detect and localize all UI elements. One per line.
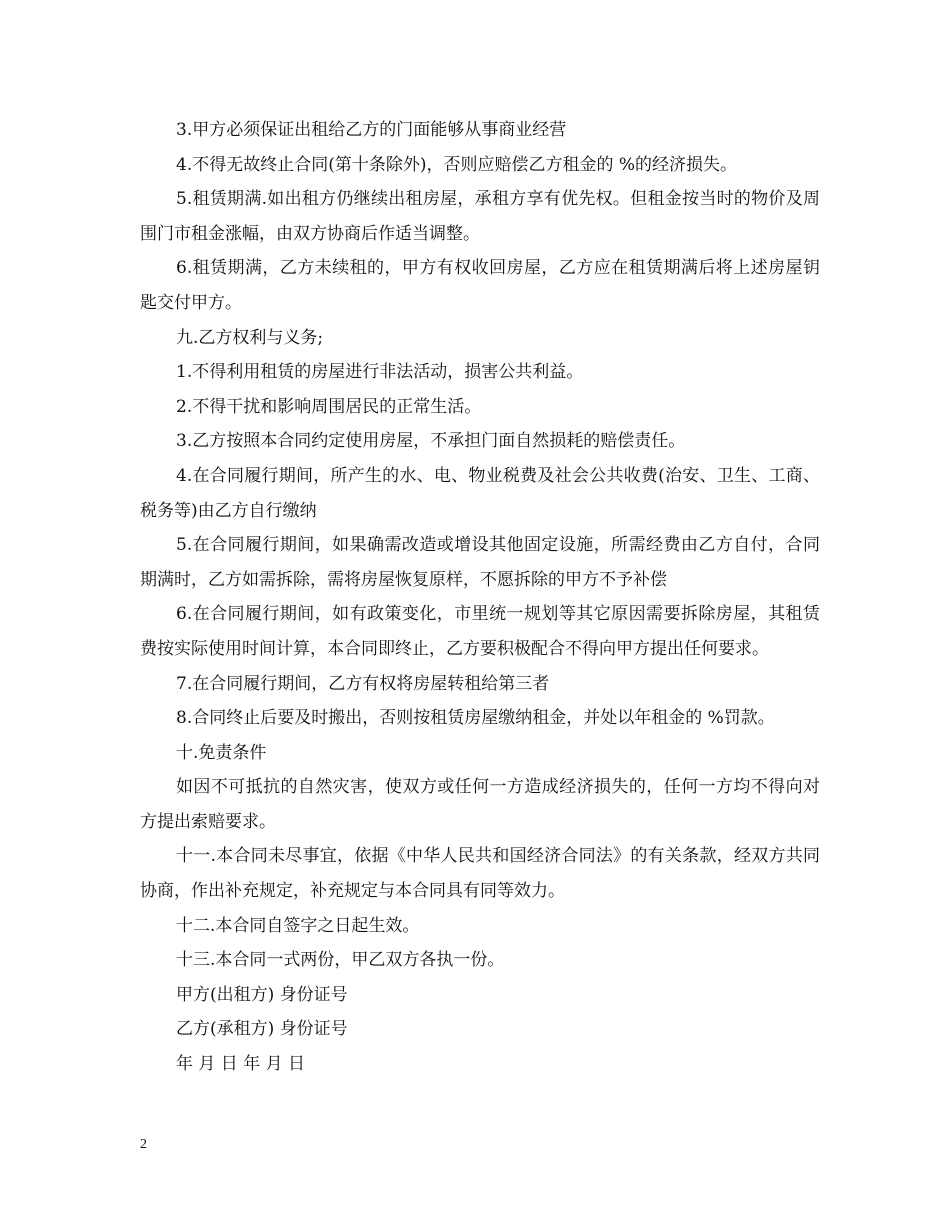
paragraph-14: 十一.本合同未尽事宜，依据《中华人民共和国经济合同法》的有关条款，经双方共同协商，作出补充规定，补充规定与本合同具有同等效力。 (140, 846, 820, 902)
section-heading-10: 十.免责条件 (176, 742, 267, 763)
paragraph-16: 十三.本合同一式两份，甲乙双方各执一份。 (176, 950, 505, 971)
paragraph-15: 十二.本合同自签字之日起生效。 (176, 915, 420, 936)
paragraph-6: 2.不得干扰和影响周围居民的正常生活。 (176, 396, 482, 417)
paragraph-2: 4.不得无故终止合同(第十条除外)，否则应赔偿乙方租金的 %的经济损失。 (176, 154, 738, 175)
paragraph-9: 5.在合同履行期间，如果确需改造或增设其他固定设施，所需经费由乙方自付，合同期满时，乙方如需拆除，需将房屋恢复原样，不愿拆除的甲方不予补偿 (140, 535, 820, 590)
paragraph-13: 如因不可抵抗的自然灾害，使双方或任何一方造成经济损失的，任何一方均不得向对方提出索赔要求。 (140, 777, 820, 832)
paragraph-4: 6.租赁期满，乙方未续租的，甲方有权收回房屋，乙方应在租赁期满后将上述房屋钥匙交付甲方。 (140, 258, 820, 313)
page-number: 2 (140, 1137, 147, 1152)
paragraph-5: 1.不得利用租赁的房屋进行非法活动，损害公共利益。 (176, 362, 584, 383)
paragraph-11: 7.在合同履行期间，乙方有权将房屋转租给第三者 (176, 673, 550, 694)
paragraph-3: 5.租赁期满.如出租方仍继续出租房屋，承租方享有优先权。但租金按当时的物价及周围门市租金涨幅，由双方协商后作适当调整。 (140, 189, 820, 244)
signature-date: 年 月 日 年 月 日 (176, 1054, 306, 1075)
paragraph-10: 6.在合同履行期间，如有政策变化，市里统一规划等其它原因需要拆除房屋，其租赁费按实际使用时间计算，本合同即终止，乙方要积极配合不得向甲方提出任何要求。 (140, 604, 820, 659)
signature-party-a: 甲方(出租方) 身份证号 (176, 984, 348, 1005)
document-body (140, 113, 820, 1082)
paragraph-1: 3.甲方必须保证出租给乙方的门面能够从事商业经营 (176, 120, 567, 140)
paragraph-12: 8.合同终止后要及时搬出，否则按租赁房屋缴纳租金，并处以年租金的 %罚款。 (176, 708, 775, 729)
paragraph-7: 3.乙方按照本合同约定使用房屋，不承担门面自然损耗的赔偿责任。 (176, 431, 686, 452)
paragraph-8: 4.在合同履行期间，所产生的水、电、物业税费及社会公共收费(治安、卫生、工商、税务等)由乙方自行缴纳 (140, 465, 820, 521)
section-heading-9: 九.乙方权利与义务; (176, 327, 324, 348)
signature-party-b: 乙方(承租方) 身份证号 (176, 1019, 348, 1040)
